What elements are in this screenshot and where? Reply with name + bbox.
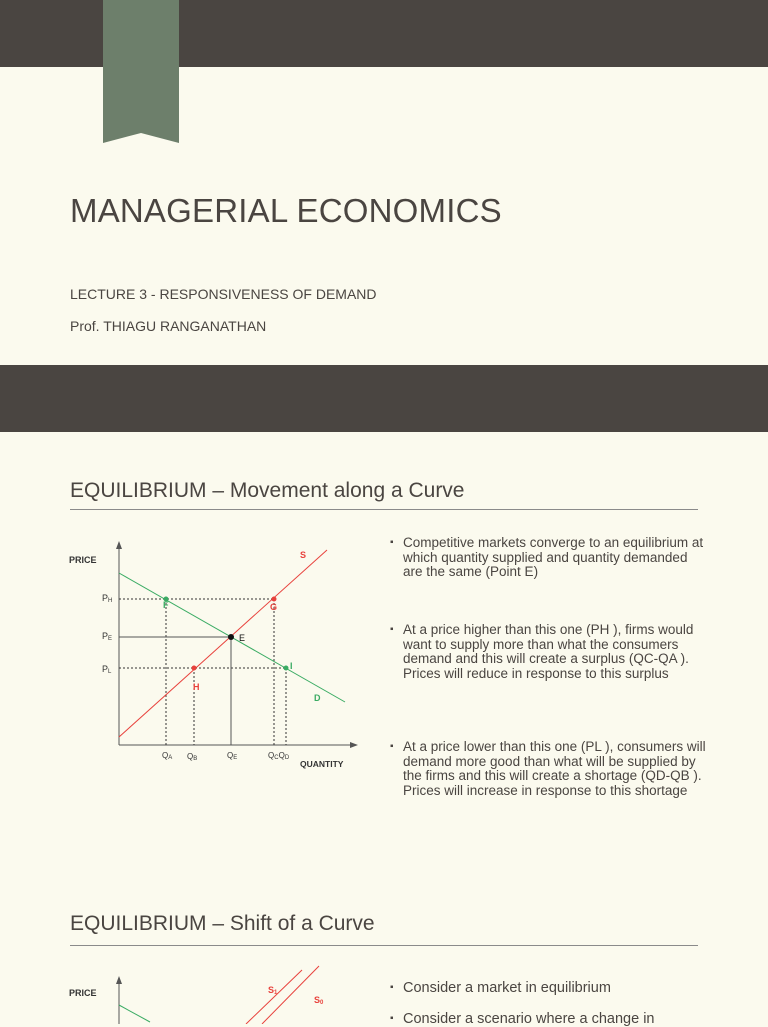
section-title-shift: EQUILIBRIUM – Shift of a Curve	[70, 912, 375, 935]
tick-qb: QB	[187, 752, 198, 762]
section2-bullets	[390, 980, 710, 1027]
label-g: G	[270, 602, 278, 612]
tick-qe: QE	[227, 751, 238, 761]
label-i: I	[290, 661, 293, 671]
price-axis-label: PRICE	[69, 555, 97, 565]
supply-curve-s	[119, 550, 327, 737]
point-g	[272, 597, 277, 602]
tick-qc-qd: QCQD	[268, 751, 290, 761]
section-divider	[70, 509, 698, 510]
label-s1: S1	[268, 985, 278, 996]
supply-curve-s0	[262, 966, 319, 1024]
bullet-shortage: ▪ At a price lower than this one (PL ), consumers will demand more good than what will be supplied by the firms and this will create a shortage (QD-QB ). Prices will increase in response to this shortage	[390, 739, 706, 799]
label-e: E	[239, 633, 246, 643]
bullet-scenario: ▪ Consider a scenario where a change in	[390, 1011, 655, 1027]
page-title: MANAGERIAL ECONOMICS	[70, 192, 502, 229]
bullet-surplus: ▪ At a price higher than this one (PH ), firms would want to supply more than what the consumers demand and this will create a surplus (QC-QA ). Prices will reduce in response to this surplus	[390, 622, 694, 682]
bullet-market-text: Consider a market in equilibrium	[403, 980, 611, 996]
x-axis-arrow	[350, 742, 358, 748]
label-s: S	[300, 550, 307, 560]
point-h	[192, 666, 197, 671]
label-d: D	[314, 693, 321, 703]
equilibrium-shift-chart	[60, 960, 360, 1024]
tick-ph: PH	[102, 593, 113, 604]
lecture-subtitle: LECTURE 3 - RESPONSIVENESS OF DEMAND	[70, 286, 377, 302]
bullet-market: ▪ Consider a market in equilibrium	[390, 980, 611, 996]
section1-bullets	[390, 536, 710, 580]
price-axis-label-2: PRICE	[69, 988, 97, 998]
label-h: H	[193, 682, 200, 692]
tick-pe: PE	[102, 631, 113, 642]
bullet-equilibrium: ▪ Competitive markets converge to an equilibrium at which quantity supplied and quantity demanded are the same (Point E)	[390, 535, 704, 580]
professor-name: Prof. THIAGU RANGANATHAN	[70, 318, 267, 334]
demand-curve-2	[119, 1005, 150, 1022]
y-axis-arrow	[116, 541, 122, 549]
bullet-shortage-text: At a price lower than this one (PL ), consumers will demand more good than what will be supplied by the firms and this will create a shortage (QD-QB ). Prices will increase in response to this shortage	[403, 739, 706, 799]
label-s0: S0	[314, 995, 324, 1006]
bullet-equilibrium-text: Competitive markets converge to an equilibrium at which quantity supplied and quantity demanded are the same (Point E)	[403, 535, 704, 580]
section-divider-2	[70, 945, 698, 946]
section1-bullets-2	[390, 623, 710, 682]
bullet-scenario-text: Consider a scenario where a change in	[403, 1011, 655, 1027]
quantity-axis-label: QUANTITY	[300, 759, 344, 769]
tick-qa: QA	[162, 751, 173, 761]
equilibrium-movement-chart	[60, 535, 360, 780]
ribbon-decoration	[103, 0, 179, 145]
supply-curve-s1	[246, 970, 302, 1024]
point-i	[284, 666, 289, 671]
point-e	[228, 634, 234, 640]
label-f: F	[163, 600, 169, 610]
section1-bullets-3	[390, 740, 710, 799]
bullet-surplus-text: At a price higher than this one (PH ), firms would want to supply more than what the consumers demand and this will create a surplus (QC-QA ). Prices will reduce in response to this surplus	[403, 622, 694, 682]
section-title-movement: EQUILIBRIUM – Movement along a Curve	[70, 479, 465, 502]
y-axis-arrow-2	[116, 976, 122, 984]
tick-pl: PL	[102, 664, 112, 675]
middle-band	[0, 365, 768, 432]
